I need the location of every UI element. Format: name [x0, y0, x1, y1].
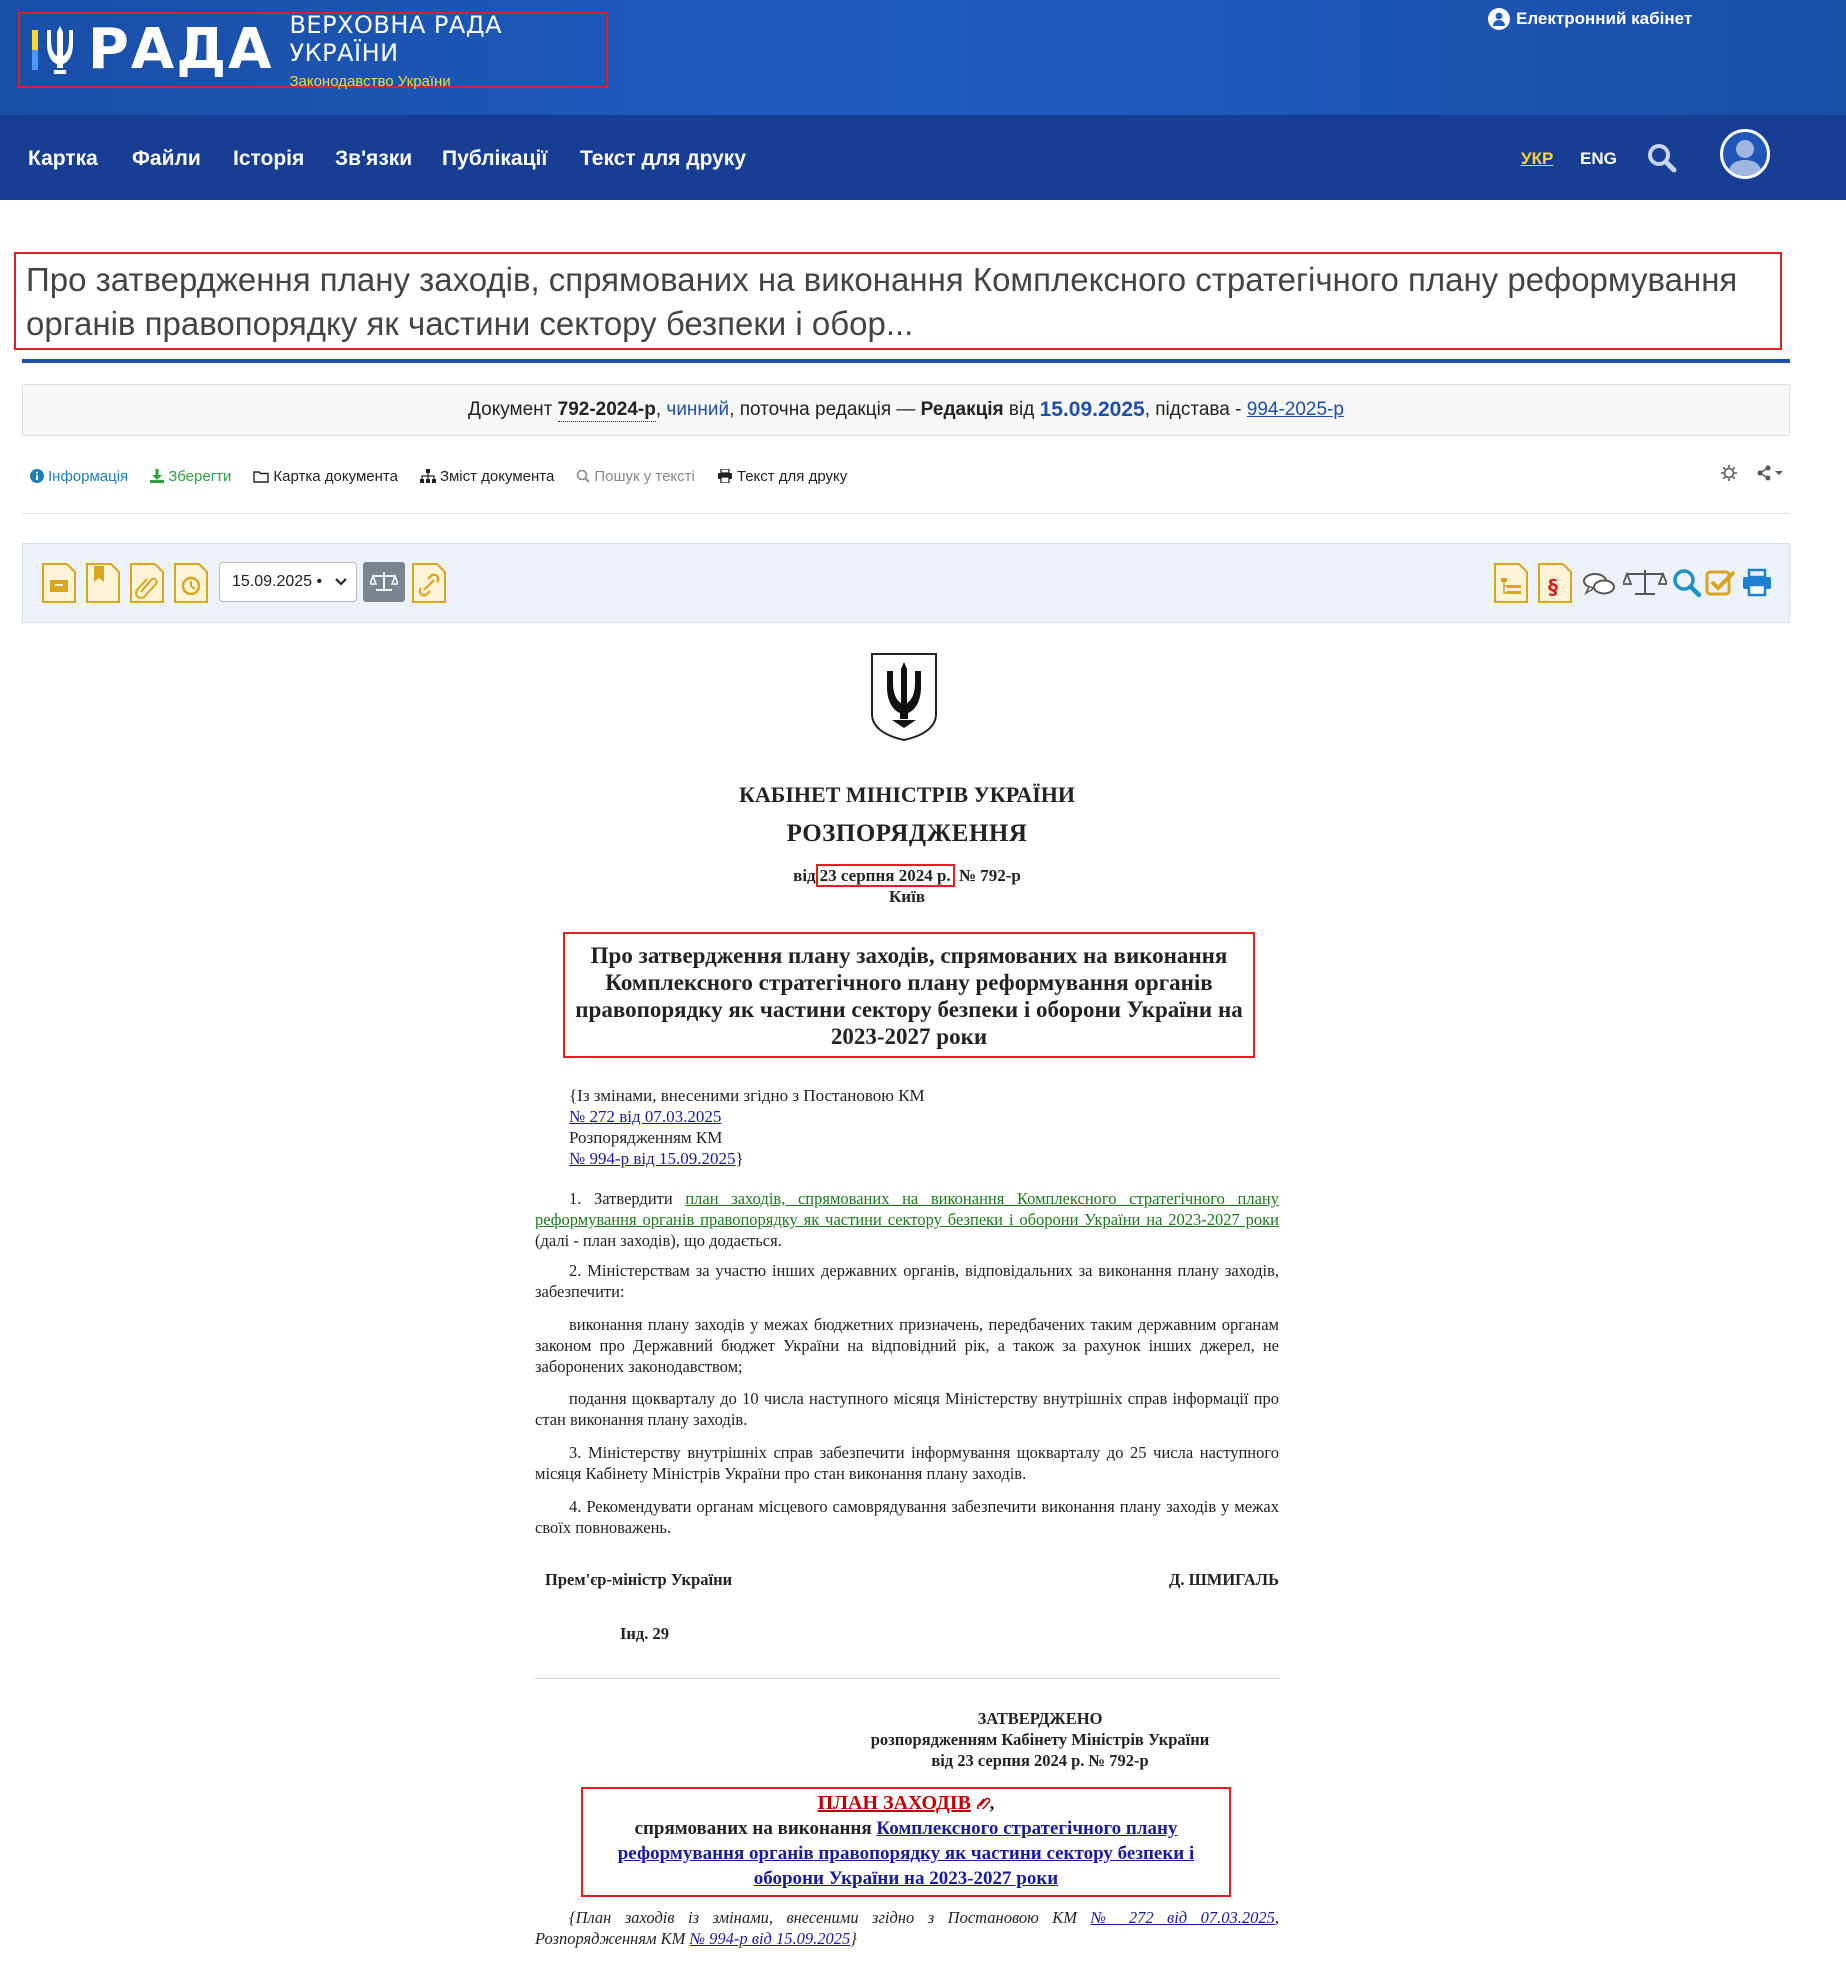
avatar[interactable] — [1720, 129, 1770, 179]
plan-note-text-2: , Розпорядженням КМ — [535, 1908, 1279, 1948]
history-doc-icon[interactable] — [173, 562, 209, 604]
search-in-text-label: Пошук у тексті — [594, 467, 695, 485]
document-card-button[interactable] — [253, 468, 398, 485]
nav-item-links[interactable]: Зв'язки — [335, 147, 413, 170]
paragraph-doc-icon[interactable] — [1537, 562, 1573, 604]
changes-end: } — [735, 1149, 744, 1168]
plan-note-link-2[interactable]: № 994-р від 15.09.2025 — [689, 1929, 851, 1948]
link-doc-icon[interactable] — [411, 562, 447, 604]
document-title: Про затвердження плану заходів, спрямованих на виконання Комплексного стратегічного плану реформування органів правопорядку як частини сектору безпеки і оборони України на 2023-2027 роки — [563, 932, 1255, 1058]
download-icon — [150, 469, 164, 483]
print-text-button[interactable] — [717, 468, 847, 485]
coat-of-arms-icon — [870, 652, 938, 742]
structure-doc-icon[interactable] — [1493, 562, 1529, 604]
page-title-box — [14, 252, 1782, 350]
paragraph-2: 2. Міністерствам за участю інших державних органів, відповідальних за виконання плану заходів, забезпечити: — [535, 1261, 1279, 1301]
site-header — [0, 0, 1846, 115]
plan-subtitle: спрямованих на виконання — [634, 1818, 872, 1839]
bookmark-doc-icon[interactable] — [85, 562, 121, 604]
nav-item-print-text[interactable]: Текст для друку — [580, 147, 747, 170]
document-status-bar: Документ 792-2024-р , чинний , поточна редакція — Редакція від 15.09.2025 , підстава - 994-2025-р — [22, 384, 1790, 436]
plan-note-text-1: {План заходів із змінами, внесеними згідно з Постановою КМ — [569, 1908, 1077, 1927]
changes-link-1[interactable]: № 272 від 07.03.2025 — [569, 1107, 722, 1126]
plan-heading: ПЛАН ЗАХОДІВ , спрямованих на виконання Комплексного стратегічного плану реформування органів правопорядку як частини сектору безпеки і оборони України на 2023-2027 роки — [581, 1787, 1231, 1897]
nav-item-publications[interactable]: Публікації — [442, 147, 548, 170]
logo-rada-text: РАДА — [87, 17, 274, 82]
paragraph-3: виконання плану заходів у межах бюджетних призначень, передбачених таким державним органам законом про Державний бюджет України на відповідний рік, а також за рахунок інших джерел, не заборонених законодавством; — [535, 1315, 1279, 1376]
logo-title: ВЕРХОВНА РАДА УКРАЇНИ — [289, 10, 502, 67]
check-doc-icon[interactable] — [1705, 562, 1735, 604]
index-number: Інд. 29 — [620, 1624, 670, 1643]
changes-note — [569, 1085, 1169, 1169]
lang-ukr[interactable]: УКР — [1521, 149, 1554, 168]
cabinet-label: Електронний кабінет — [1516, 9, 1693, 28]
issuing-authority: КАБІНЕТ МІНІСТРІВ УКРАЇНИ — [738, 782, 1076, 807]
basis-label: , підстава - — [1144, 399, 1242, 420]
edition-date: 15.09.2025 — [1039, 398, 1145, 421]
approval-stamp — [845, 1708, 1235, 1771]
changes-text-2: Розпорядженням КМ — [569, 1128, 723, 1147]
settings-gear-icon[interactable] — [1720, 464, 1738, 482]
nav-item-history[interactable]: Історія — [233, 147, 305, 170]
plan-title[interactable]: ПЛАН ЗАХОДІВ — [817, 1792, 971, 1814]
document-city: Київ — [888, 887, 926, 906]
magnifier-icon — [576, 469, 590, 483]
docinfo-prefix: Документ — [468, 399, 553, 420]
cabinet-link[interactable] — [1488, 8, 1692, 30]
print-text-label: Текст для друку — [736, 467, 848, 485]
document-number-line: № 792-р — [958, 866, 1021, 885]
share-icon — [1756, 465, 1772, 481]
paragraph-5: 3. Міністерству внутрішніх справ забезпечити інформування щокварталу до 25 числа наступного місяця Кабінету Міністрів України про стан виконання плану заходів. — [535, 1443, 1279, 1483]
plan-link[interactable]: план заходів, спрямованих на виконання Комплексного стратегічного плану реформування органів правопорядку як частини сектору безпеки і оборони України на 2023-2027 роки — [535, 1189, 1279, 1229]
lang-eng[interactable]: ENG — [1580, 149, 1617, 168]
info-label: Інформація — [48, 467, 129, 485]
document-date: 23 серпня 2024 р. — [816, 864, 955, 887]
trident-logo-icon — [30, 22, 82, 78]
approved-line-2: розпорядженням Кабінету Міністрів України — [870, 1730, 1210, 1749]
scales-icon — [370, 570, 398, 594]
approved-line-1: ЗАТВЕРДЖЕНО — [977, 1709, 1103, 1728]
plan-note-link-1[interactable]: № 272 від 07.03.2025 — [1090, 1908, 1275, 1927]
compare-editions-button[interactable] — [363, 562, 405, 602]
contents-button[interactable] — [420, 468, 554, 485]
edition-from: від — [1008, 399, 1035, 420]
user-circle-icon — [1488, 8, 1510, 30]
print-icon — [717, 469, 733, 483]
signatory-name: Д. ШМИГАЛЬ — [1169, 1570, 1279, 1589]
archive-doc-icon[interactable] — [41, 562, 77, 604]
plan-note-end: } — [850, 1929, 857, 1948]
paragraph-6: 4. Рекомендувати органам місцевого самоврядування забезпечити виконання плану заходів у межах своїх повноважень. — [535, 1497, 1279, 1537]
strategic-plan-link[interactable]: Комплексного стратегічного плану реформування органів правопорядку як частини сектору безпеки і оборони України на 2023-2027 роки — [617, 1818, 1195, 1889]
paragraph-4: подання щокварталу до 10 числа наступного місяця Міністерству внутрішніх справ інформації про стан виконання плану заходів. — [535, 1389, 1279, 1429]
comments-icon[interactable] — [1581, 562, 1617, 604]
document-date-line — [535, 866, 1279, 886]
paragraph-1 — [535, 1188, 1279, 1251]
toolbar-divider — [22, 513, 1790, 514]
scales-compare-icon[interactable] — [1623, 562, 1667, 604]
date-prefix: від — [793, 866, 816, 885]
svg-text:§: § — [1548, 575, 1558, 599]
logo-caption — [289, 11, 606, 90]
basis-link[interactable]: 994-2025-р — [1246, 399, 1344, 420]
save-label: Зберегти — [168, 467, 232, 485]
logo-subtitle: Законодавство України — [289, 72, 451, 90]
chevron-down-icon — [334, 574, 348, 590]
title-divider — [22, 359, 1790, 363]
toolbar-right — [1720, 464, 1784, 482]
edition-date-select-value: 15.09.2025 • — [232, 573, 323, 590]
p1-start: 1. Затвердити — [569, 1189, 673, 1208]
section-divider — [535, 1678, 1279, 1679]
contents-label: Зміст документа — [439, 467, 555, 485]
page-title: Про затвердження плану заходів, спрямованих на виконання Комплексного стратегічного плану реформування органів правопорядку як частини сектору безпеки і обор... — [26, 261, 1738, 342]
main-nav — [0, 115, 1846, 200]
nav-item-files[interactable]: Файли — [132, 147, 201, 170]
printer-icon[interactable] — [1741, 562, 1773, 604]
p1-end: (далі - план заходів), що додається. — [535, 1231, 782, 1250]
changes-link-2[interactable]: № 994-р від 15.09.2025 — [569, 1149, 736, 1168]
document-type: РОЗПОРЯДЖЕННЯ — [786, 820, 1028, 847]
edition-label: Редакція — [920, 399, 1004, 420]
document-number[interactable]: 792-2024-р — [557, 398, 656, 420]
attachment-doc-icon[interactable] — [129, 562, 165, 604]
share-button[interactable] — [1756, 465, 1784, 481]
document-status: чинний — [666, 399, 730, 420]
search-in-text-button[interactable] — [576, 468, 695, 485]
document-tools-panel — [22, 543, 1790, 623]
sitemap-icon — [420, 469, 436, 483]
save-button[interactable] — [150, 468, 231, 485]
folder-icon — [253, 470, 269, 483]
paperclip-icon — [976, 1795, 990, 1809]
info-icon — [30, 469, 44, 483]
search-icon[interactable] — [1647, 143, 1677, 173]
docinfo-mid: , поточна редакція — — [729, 399, 921, 420]
document-card-label: Картка документа — [273, 467, 398, 485]
info-button[interactable] — [30, 468, 128, 485]
nav-item-card[interactable]: Картка — [28, 147, 98, 170]
approved-line-3: від 23 серпня 2024 р. № 792-р — [931, 1751, 1149, 1770]
document-toolbar — [30, 462, 1790, 490]
site-logo[interactable] — [18, 12, 608, 88]
signatory-position: Прем'єр-міністр України — [545, 1570, 733, 1589]
search-doc-icon[interactable] — [1671, 562, 1701, 604]
edition-date-select[interactable] — [219, 562, 357, 602]
changes-text-1: {Із змінами, внесеними згідно з Постановою КМ — [569, 1086, 925, 1105]
caret-down-icon — [1774, 469, 1784, 477]
plan-changes-note — [535, 1907, 1279, 1949]
